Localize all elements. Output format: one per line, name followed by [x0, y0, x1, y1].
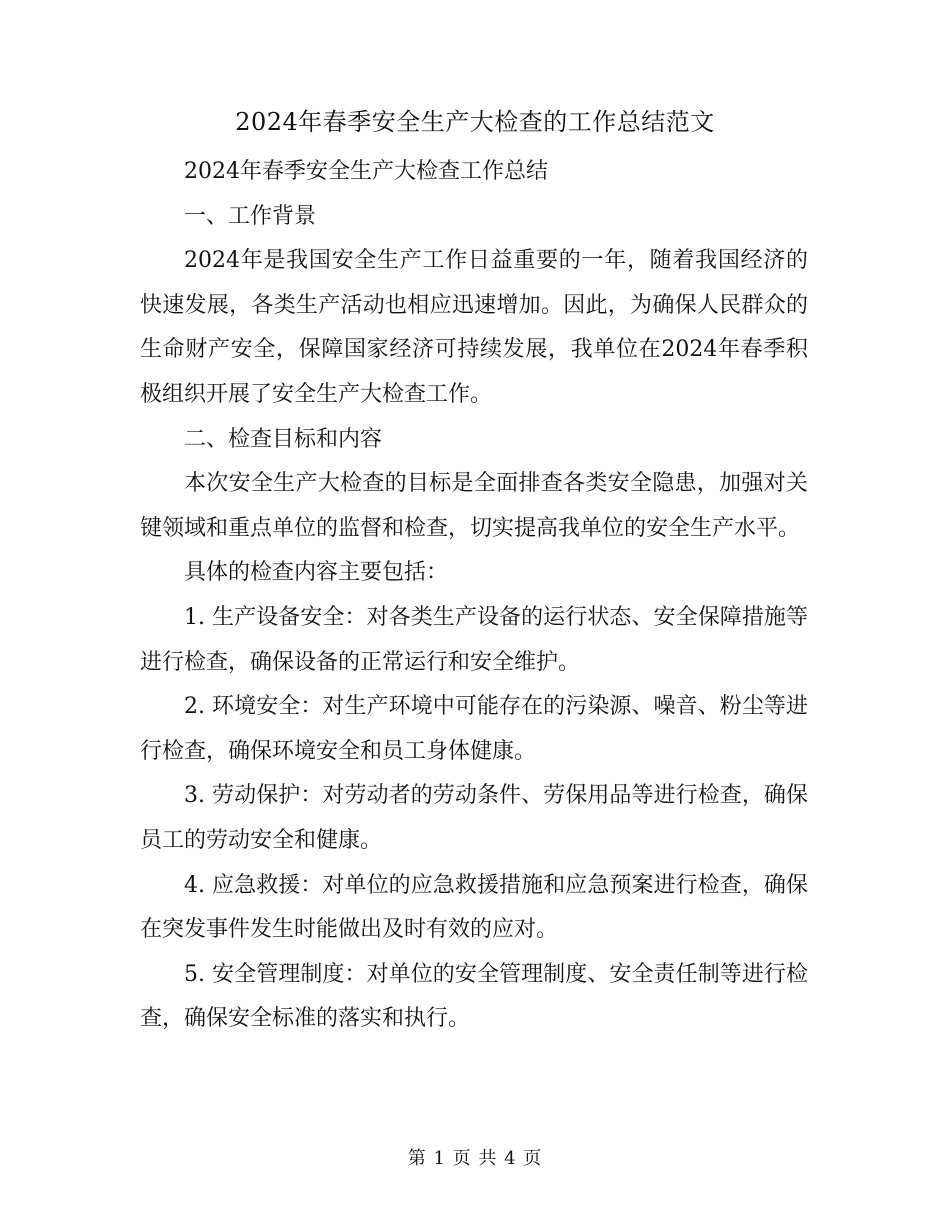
list-item-safety-management: 5. 安全管理制度：对单位的安全管理制度、安全责任制等进行检查，确保安全标准的落实和执行。: [140, 961, 808, 1032]
list-item-emergency-rescue: 4. 应急救援：对单位的应急救援措施和应急预案进行检查，确保在突发事件发生时能做出及时有效的应对。: [140, 872, 808, 943]
section-heading-goals: 二、检查目标和内容: [184, 426, 383, 452]
list-item-environment-safety: 2. 环境安全：对生产环境中可能存在的污染源、噪音、粉尘等进行检查，确保环境安全和员工身体健康。: [140, 694, 808, 764]
paragraph-background: 2024年是我国安全生产工作日益重要的一年，随着我国经济的快速发展，各类生产活动也相应迅速增加。因此，为确保人民群众的生命财产安全，保障国家经济可持续发展，我单位在2024年春季积极组织开展了安全生产大检查工作。: [140, 248, 808, 407]
paragraph-goals: 本次安全生产大检查的目标是全面排查各类安全隐患，加强对关键领域和重点单位的监督和检查，切实提高我单位的安全生产水平。: [140, 471, 808, 541]
page-number-footer: 第 1 页 共 4 页: [407, 1148, 543, 1169]
list-item-equipment-safety: 1. 生产设备安全：对各类生产设备的运行状态、安全保障措施等进行检查，确保设备的正常运行和安全维护。: [140, 604, 808, 675]
section-heading-background: 一、工作背景: [184, 203, 317, 229]
document-body: [140, 150, 808, 1042]
paragraph-subtitle: 2024年春季安全生产大检查工作总结: [184, 159, 548, 184]
document-title: 2024年春季安全生产大检查的工作总结范文: [235, 108, 715, 136]
paragraph-content-intro: 具体的检查内容主要包括：: [184, 560, 449, 586]
list-item-labor-protection: 3. 劳动保护：对劳动者的劳动条件、劳保用品等进行检查，确保员工的劳动安全和健康。: [140, 783, 808, 853]
